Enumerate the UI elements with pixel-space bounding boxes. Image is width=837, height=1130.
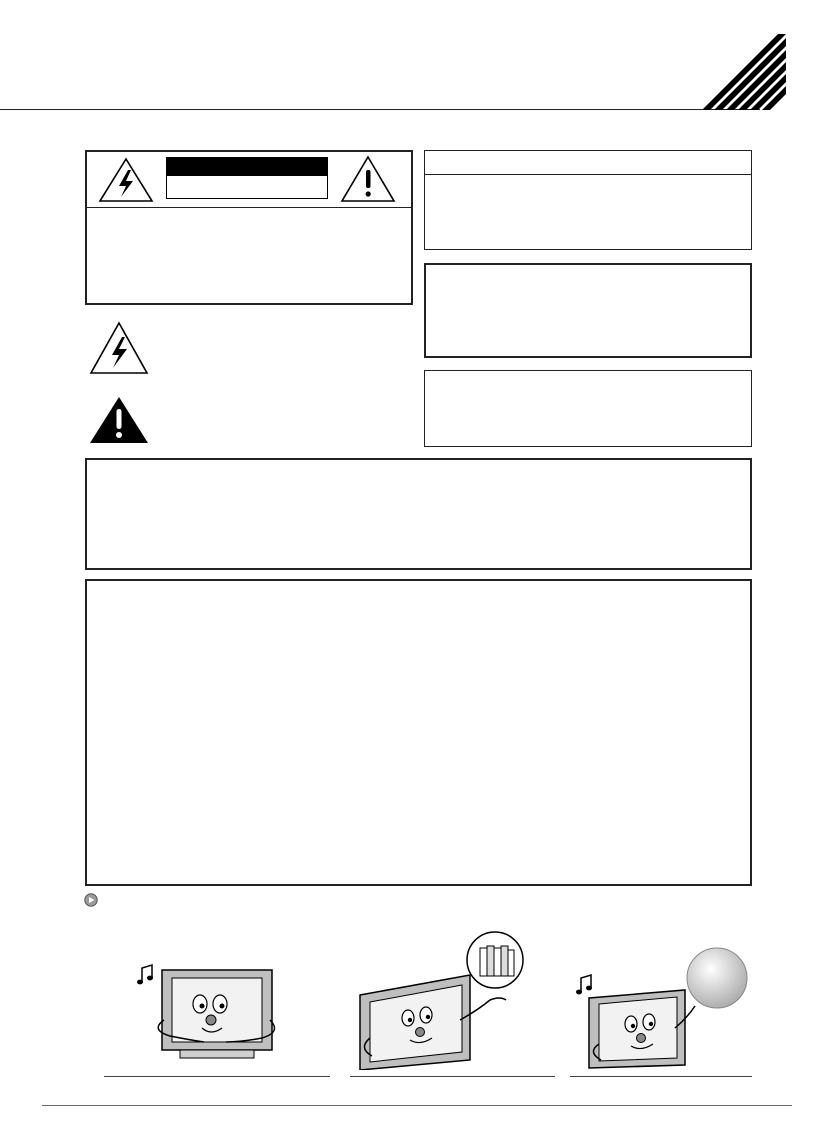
notice-box-wide-1 bbox=[85, 458, 752, 570]
lightning-symbol-icon bbox=[88, 320, 150, 376]
corner-stripes-graphic bbox=[700, 28, 790, 112]
lightning-triangle-icon bbox=[97, 156, 155, 204]
illustration-2-underline bbox=[350, 1076, 555, 1077]
balloon-icon bbox=[687, 948, 747, 1008]
footer-rule bbox=[42, 1105, 792, 1106]
tv-mascot-with-books bbox=[350, 920, 540, 1070]
exclamation-triangle-icon bbox=[339, 154, 397, 204]
caution-banner-white bbox=[166, 175, 328, 199]
illustration-1-underline bbox=[104, 1076, 330, 1077]
notice-box-1 bbox=[424, 150, 752, 250]
header-rule bbox=[0, 109, 760, 110]
caution-banner-black bbox=[166, 157, 328, 175]
books-bubble-icon bbox=[467, 932, 523, 988]
notice-box-1-divider bbox=[424, 174, 752, 175]
tv-mascot-with-balloon bbox=[575, 940, 750, 1070]
caution-panel-divider bbox=[85, 207, 413, 208]
notice-box-3 bbox=[424, 370, 752, 447]
notice-box-2 bbox=[424, 263, 752, 358]
tv-mascot-with-music-note bbox=[130, 940, 290, 1065]
music-note-icon bbox=[137, 965, 153, 984]
warning-symbol-icon bbox=[88, 395, 150, 445]
bullet-play-icon bbox=[84, 893, 98, 907]
notice-box-wide-2 bbox=[85, 579, 752, 886]
music-note-icon bbox=[576, 975, 592, 994]
illustration-3-underline bbox=[570, 1076, 752, 1077]
